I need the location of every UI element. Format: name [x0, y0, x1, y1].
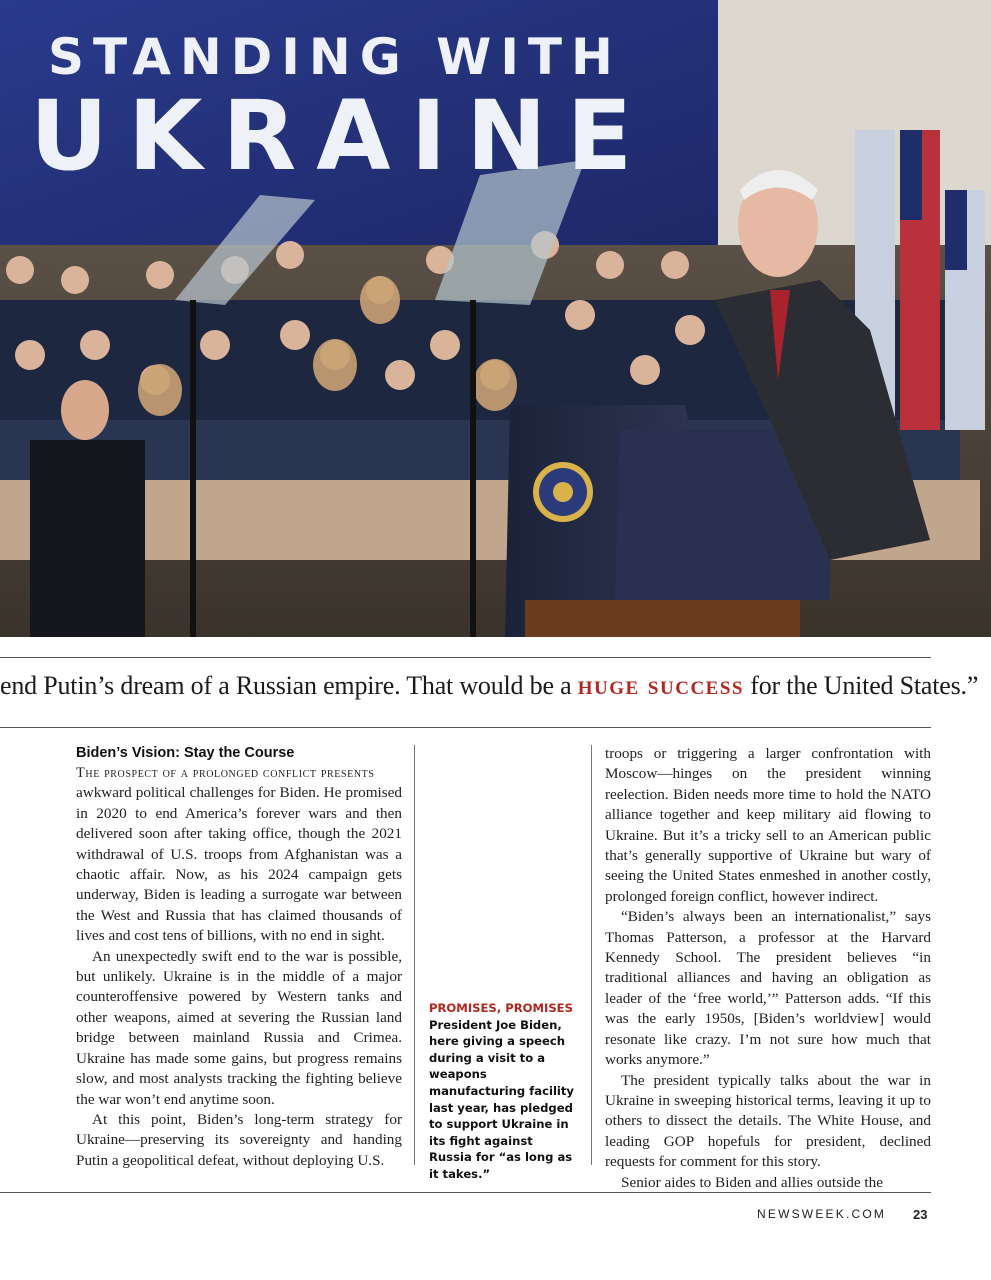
pullquote-bottom-rule — [0, 727, 931, 728]
pullquote-highlight: huge success — [577, 670, 744, 700]
pullquote-top-rule — [0, 657, 931, 658]
banner-line-1: STANDING WITH — [48, 28, 622, 86]
standing-with-ukraine-banner — [0, 0, 718, 250]
article-paragraph: An unexpectedly swift end to the war is possible, but unlikely. Ukraine is in the middle of a major counteroffensive powered by Western tanks and other weapons, aimed at severing the Russian land bridge between mainland Russia and Crimea. Ukraine has made some gains, but progress remains slow, and most analysts tracking the fighting believe the war won’t end anytime soon. — [76, 947, 402, 1108]
pullquote — [0, 670, 979, 701]
article-column-left — [76, 744, 402, 1171]
column-divider-right — [591, 745, 592, 1165]
pullquote-text-start: end Putin’s dream of a Russian empire. That would be a — [0, 671, 578, 700]
caption-kicker: PROMISES, PROMISES — [429, 1001, 573, 1015]
article-paragraph: Senior aides to Biden and allies outside the — [621, 1173, 883, 1191]
caption-text: President Joe Biden, here giving a speech during a visit to a weapons manufacturing facility last year, has pledged to support Ukraine in its fight against Russia for “as long as it takes.” — [429, 1017, 574, 1181]
article-paragraph: At this point, Biden’s long-term strategy for Ukraine—preserving its sovereignty and handing Putin a geopolitical defeat, without deploying U.S. — [76, 1110, 402, 1169]
article-lede: The prospect of a prolonged conflict presents — [76, 765, 375, 781]
article-paragraph: troops or triggering a larger confrontation with Moscow—hinges on the president winning reelection. Biden needs more time to hold the NATO alliance together and keep military aid flowing to Ukraine. But it’s a tricky sell to an American public that’s generally supportive of Ukraine but wary of seeing the United States enmeshed in another costly, prolonged foreign conflict, however indirect. — [605, 745, 931, 905]
pullquote-text-end: for the United States.” — [743, 671, 979, 700]
photo-illustration — [0, 0, 991, 637]
column-divider-left — [414, 745, 415, 1165]
article-paragraph: “Biden’s always been an internationalist,” says Thomas Patterson, a professor at the Harvard Kennedy School. The president believes “in traditional alliances and having an obligation as leader of the ‘free world,’” Patterson adds. “If this was the early 1950s, [Biden’s worldview] would resonate like crazy. I’m not sure how much that works anymore.” — [605, 908, 931, 1069]
article-paragraph: awkward political challenges for Biden. He promised in 2020 to end America’s forever wars and then delivered soon after taking office, though the 2021 withdrawal of U.S. troops from Afghanistan was a chaotic affair. Now, as his 2024 campaign gets underway, Biden is leading a surrogate war between the West and Russia that has claimed thousands of lives and cost tens of billions, with no end in sight. — [76, 784, 402, 945]
section-heading: Biden’s Vision: Stay the Course — [76, 745, 295, 761]
cover-photo — [0, 0, 991, 637]
footer-site[interactable]: NEWSWEEK.COM — [757, 1207, 887, 1221]
photo-caption — [429, 1000, 579, 1183]
page-number: 23 — [913, 1207, 928, 1222]
article-paragraph: The president typically talks about the war in Ukraine in sweeping historical terms, leaving it up to others to dissect the details. The White House, and leading GOP hopefuls for president, declined requests for comment for this story. — [605, 1071, 931, 1171]
banner-line-2: UKRAINE — [30, 80, 653, 192]
footer-rule — [0, 1192, 931, 1193]
article-column-right — [605, 744, 931, 1193]
